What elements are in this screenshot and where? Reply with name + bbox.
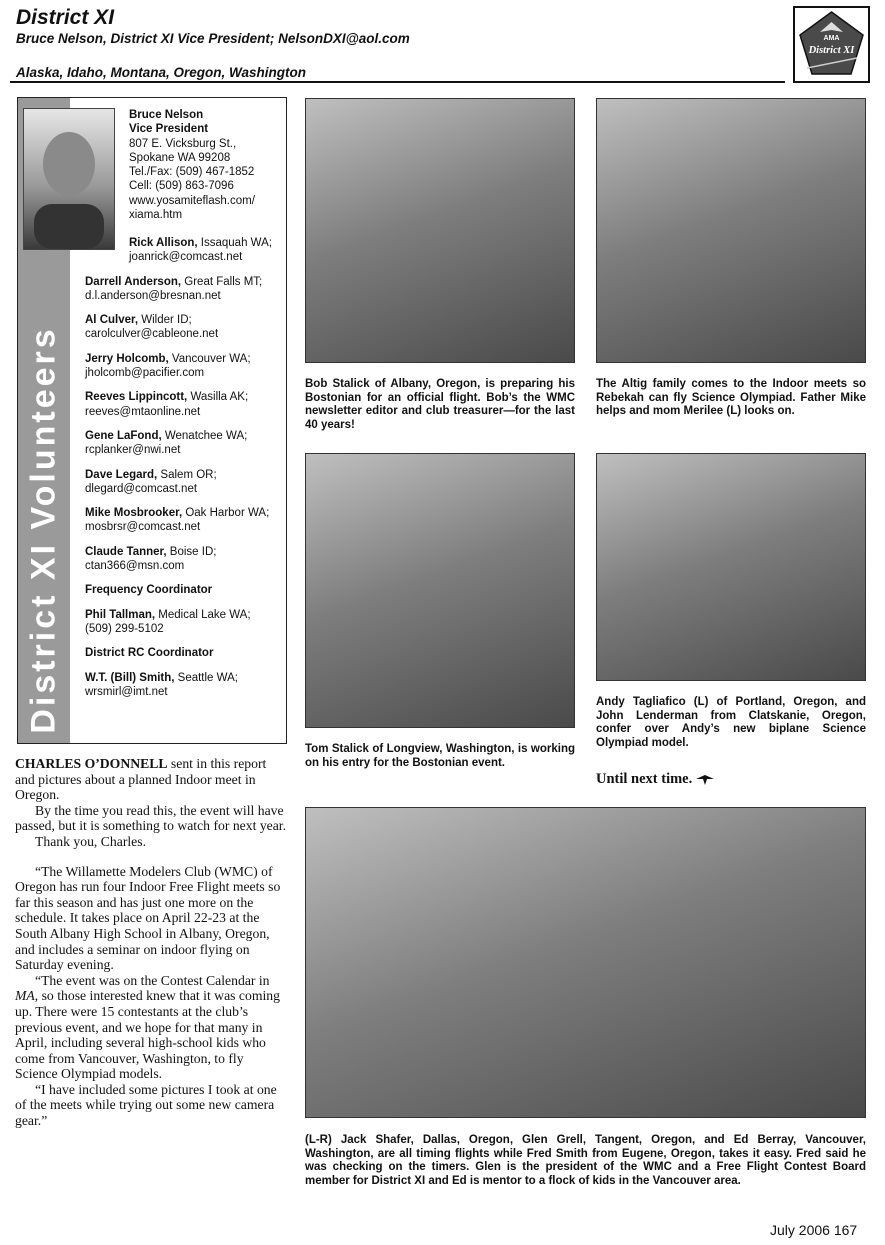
volunteer-name: Darrell Anderson, [85,275,182,288]
bruce-web1: www.yosamiteflash.com/ [129,194,255,207]
district-states: Alaska, Idaho, Montana, Oregon, Washington [16,65,307,80]
volunteer-entry [85,236,280,265]
volunteer-details: Boise ID; ctan366@msn.com [85,545,217,573]
photo-tom-stalick [305,453,575,728]
photo-andy-john [596,453,866,681]
volunteer-entry [85,313,280,342]
volunteer-name: Mike Mosbrooker, [85,507,183,520]
volunteer-list [85,236,280,709]
volunteer-details: Wasilla AK; reeves@mtaonline.net [85,391,249,418]
volunteers-box [17,97,287,744]
bruce-address1: 807 E. Vicksburg St., [129,137,237,150]
volunteer-details: Oak Harbor WA; mosbrsr@comcast.net [85,507,270,534]
bruce-nelson-photo [23,108,115,250]
volunteer-details: Medical Lake WA; (509) 299-5102 [85,608,251,635]
article-paragraph-5 [15,973,288,1082]
bruce-contact [129,108,279,222]
photo-timers [305,807,866,1118]
caption-andy-john: Andy Tagliafico (L) of Portland, Oregon, and John Lenderman from Clatskanie, Oregon, confer over Andy’s new biplane Science Olympiad model. [596,696,866,749]
volunteer-details: Issaquah WA; joanrick@comcast.net [129,237,272,264]
page-footer: July 2006 167 [770,1222,858,1238]
volunteer-entry [85,506,280,535]
article-paragraph-4: “The Willamette Modelers Club (WMC) of Oregon has run four Indoor Free Flight meets so far this season and has just one more on the schedule. It takes place on April 22-23 at the South Albany High School in Albany, Oregon, and includes a seminar on indoor flying on Saturday evening. [15,863,281,973]
portrait-icon [24,109,114,249]
bruce-address2: Spokane WA 99208 [129,151,231,164]
header-rule [10,81,785,83]
article-p5a: “The event was on the Contest Calendar in [35,972,270,988]
article-paragraph-6: “I have included some pictures I took at one of the meets while trying out some new camera gear.” [15,1081,277,1129]
bruce-name: Bruce Nelson [129,109,204,121]
ama-wings-icon [696,775,714,785]
volunteer-name: Rick Allison, [129,237,198,249]
caption-tom-stalick: Tom Stalick of Longview, Washington, is working on his entry for the Bostonian event. [305,743,575,769]
article-p5-italic: MA [15,988,35,1004]
article-body [15,756,288,1129]
lead-name: CHARLES O’DONNELL [15,756,168,771]
volunteer-details: Seattle WA; wrsmirl@imt.net [85,671,238,698]
caption-timers: (L-R) Jack Shafer, Dallas, Oregon, Glen Grell, Tangent, Oregon, and Ed Berray, Vancouver, Washington, are all timing flights while Fred Smith from Eugene, Oregon, takes it easy. Fred said he was checking on the timers. Glen is the president of the WMC and a Free Flight Contest Board member for District XI and Ed is mentor to a flock of kids in the Vancouver area. [305,1134,866,1187]
volunteer-details: Wilder ID; carolculver@cableone.net [85,314,219,341]
volunteer-entry [85,352,280,381]
article-paragraph-2: By the time you read this, the event will have passed, but it is something to watch for next year. [15,802,287,834]
page-title: District XI [16,6,115,29]
logo-district-text: District XI [808,45,855,56]
volunteer-name: W.T. (Bill) Smith, [85,671,175,684]
district-logo [793,6,870,83]
article-paragraph-1 [15,756,288,803]
bruce-role: Vice President [129,123,209,136]
photo-altig-family [596,98,866,363]
volunteer-entry [85,608,280,637]
volunteer-entry [85,390,280,419]
volunteer-entry [85,275,280,304]
caption-bob-stalick: Bob Stalick of Albany, Oregon, is preparing his Bostonian for an official flight. Bob’s the WMC newsletter editor and club treasurer—for the last 40 years! [305,378,575,431]
volunteers-band-title: District XI Volunteers [24,326,63,734]
volunteer-details: Vancouver WA; jholcomb@pacifier.com [85,352,251,380]
volunteer-name: Frequency Coordinator [85,584,213,597]
volunteer-name: Dave Legard, [85,468,158,481]
caption-altig-family: The Altig family comes to the Indoor meets so Rebekah can fly Science Olympiad. Father Mike helps and mom Merilee (L) looks on. [596,378,866,418]
ama-pentagon-icon [795,8,868,81]
volunteer-entry [85,671,280,700]
volunteer-entry [85,545,280,574]
volunteer-name: Al Culver, [85,314,139,327]
bruce-web2: xiama.htm [129,209,183,222]
volunteer-entry [85,646,280,660]
logo-ama-text: AMA [823,35,840,42]
volunteer-entry [85,583,280,597]
photo-bob-stalick [305,98,575,363]
volunteer-entry [85,468,280,497]
volunteer-name: Phil Tallman, [85,608,156,621]
volunteer-name: Gene LaFond, [85,429,162,442]
bruce-cell: Cell: (509) 863-7096 [129,180,234,193]
page-subtitle: Bruce Nelson, District XI Vice President; NelsonDXI@aol.com [16,31,410,46]
volunteer-details: Great Falls MT; d.l.anderson@bresnan.net [85,275,263,302]
volunteer-name: Claude Tanner, [85,545,167,558]
volunteer-details: Salem OR; dlegard@comcast.net [85,468,217,495]
bruce-telfax: Tel./Fax: (509) 467-1852 [129,166,255,179]
article-p5b: , so those interested knew that it was coming up. There were 15 contestants at the club’s previous event, and we hope for that many in April, including several high-school kids who come from Vancouver, Washington, to fly Science Olympiad models. [15,988,280,1082]
closing-text: Until next time. [596,771,693,787]
article-p1-text: sent in this report and pictures about a planned Indoor meet in Oregon. [15,756,267,803]
volunteer-entry [85,429,280,458]
closing-line [596,771,714,788]
volunteer-name: Reeves Lippincott, [85,391,188,404]
article-paragraph-3: Thank you, Charles. [35,833,146,849]
volunteer-name: Jerry Holcomb, [85,352,169,365]
volunteer-name: District RC Coordinator [85,647,214,660]
volunteer-details: Wenatchee WA; rcplanker@nwi.net [85,429,248,457]
